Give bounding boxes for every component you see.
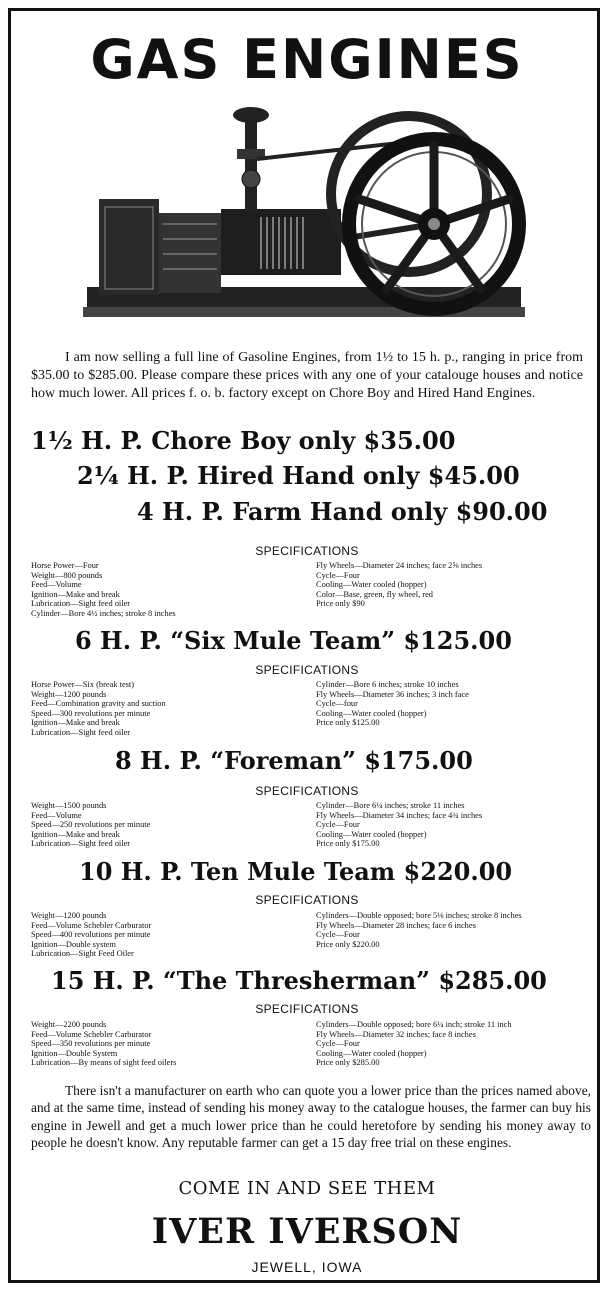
spec-heading: SPECIFICATIONS xyxy=(255,663,359,677)
spec-item: Ignition—Double System xyxy=(31,1048,118,1058)
dealer-location: JEWELL, IOWA xyxy=(251,1259,363,1275)
spec-list-left xyxy=(31,911,151,959)
spec-list-right xyxy=(316,680,469,728)
spec-item: Feed—Volume xyxy=(31,580,82,590)
spec-item: Cooling—Water cooled (hopper) xyxy=(316,829,427,839)
spec-item: Weight—800 pounds xyxy=(31,570,103,580)
spec-item: Cycle—Four xyxy=(316,1039,360,1049)
spec-item: Cylinder—Bore 4½ inches; stroke 8 inches xyxy=(31,608,176,618)
spec-heading: SPECIFICATIONS xyxy=(255,784,359,798)
spec-item: Lubrication—Sight feed oiler xyxy=(31,599,131,609)
spec-item: Speed—250 revolutions per minute xyxy=(31,820,151,830)
spec-item: Cylinders—Double opposed; bore 6¼ inch; stroke 11 inch xyxy=(316,1020,512,1029)
model-heading-thresherman: 15 H. P. “The Thresherman” $285.00 xyxy=(51,966,547,995)
spec-list-right xyxy=(316,911,522,949)
spec-item: Weight—1200 pounds xyxy=(31,689,107,699)
spec-item: Fly Wheels—Diameter 24 inches; face 2⅝ inches xyxy=(316,561,483,570)
spec-item: Price only $125.00 xyxy=(316,718,380,728)
model-heading-six-mule-team: 6 H. P. “Six Mule Team” $125.00 xyxy=(75,626,512,655)
spec-item: Ignition—Make and break xyxy=(31,589,120,599)
model-heading-ten-mule-team: 10 H. P. Ten Mule Team $220.00 xyxy=(79,857,513,886)
spec-item: Feed—Combination gravity and suction xyxy=(31,699,166,709)
spec-heading: SPECIFICATIONS xyxy=(255,893,359,907)
spec-heading: SPECIFICATIONS xyxy=(255,1002,359,1016)
spec-list-right xyxy=(316,801,482,849)
spec-list-left xyxy=(31,561,176,619)
spec-item: Weight—1500 pounds xyxy=(31,801,107,810)
dealer-name: IVER IVERSON xyxy=(151,1211,463,1252)
spec-item: Lubrication—Sight feed oiler xyxy=(31,727,131,737)
spec-item: Color—Base, green, fly wheel, red xyxy=(316,589,433,599)
spec-item: Price only $90 xyxy=(316,599,365,609)
model-heading-foreman: 8 H. P. “Foreman” $175.00 xyxy=(115,746,473,775)
model-heading-hired-hand: 2¼ H. P. Hired Hand only $45.00 xyxy=(77,461,520,490)
call-to-action: COME IN AND SEE THEM xyxy=(178,1178,436,1199)
spec-item: Horse Power—Six (break test) xyxy=(31,680,135,689)
closing-paragraph: There isn't a manufacturer on earth who can quote you a lower price than the prices named above, and at the same time, instead of sending his money away to the catalogue houses, the farmer can buy his engine in Jewell and get a much lower price than he could heretofore by sending his money away to people he doesn't know. Any reputable farmer can get a 15 day free trial on these engines. xyxy=(31,1083,591,1151)
spec-item: Fly Wheels—Diameter 34 inches; face 4¾ inches xyxy=(316,810,483,820)
spec-item: Horse Power—Four xyxy=(31,561,99,570)
spec-item: Feed—Volume Schebler Carburator xyxy=(31,920,152,930)
spec-item: Fly Wheels—Diameter 32 inches; face 8 inches xyxy=(316,1029,476,1039)
spec-item: Lubrication—By means of sight feed oilers xyxy=(31,1058,177,1068)
advertisement xyxy=(8,8,600,1283)
spec-item: Price only $220.00 xyxy=(316,939,380,949)
intro-paragraph: I am now selling a full line of Gasoline Engines, from 1½ to 15 h. p., ranging in price from $35.00 to $285.00. Please compare these prices with any one of your catalouge houses and notice how much lower. All prices f. o. b. factory except on Chore Boy and Hired Hand Engines. xyxy=(31,350,583,401)
spec-item: Cycle—Four xyxy=(316,820,360,830)
spec-list-left xyxy=(31,1020,176,1068)
spec-item: Cooling—Water cooled (hopper) xyxy=(316,708,427,718)
spec-item: Cooling—Water cooled (hopper) xyxy=(316,1048,427,1058)
spec-item: Ignition—Make and break xyxy=(31,718,120,728)
spec-list-right xyxy=(316,561,482,609)
spec-list-left xyxy=(31,680,166,738)
spec-item: Weight—1200 pounds xyxy=(31,911,107,920)
spec-item: Cooling—Water cooled (hopper) xyxy=(316,580,427,590)
spec-list-left xyxy=(31,801,150,849)
spec-item: Cylinder—Bore 6 inches; stroke 10 inches xyxy=(316,680,459,689)
spec-item: Lubrication—Sight feed oiler xyxy=(31,839,131,849)
spec-item: Ignition—Make and break xyxy=(31,829,120,839)
spec-item: Cycle—four xyxy=(316,699,358,709)
model-heading-chore-boy: 1½ H. P. Chore Boy only $35.00 xyxy=(31,426,456,455)
spec-item: Price only $285.00 xyxy=(316,1058,380,1068)
spec-item: Lubrication—Sight Feed Oiler xyxy=(31,949,134,959)
spec-item: Feed—Volume xyxy=(31,810,82,820)
spec-item: Fly Wheels—Diameter 36 inches; 3 inch face xyxy=(316,689,469,699)
spec-item: Cycle—Four xyxy=(316,930,360,940)
spec-item: Speed—300 revolutions per minute xyxy=(31,708,151,718)
gas-engine-illustration xyxy=(79,99,529,331)
spec-item: Cylinders—Double opposed; bore 5⅛ inches; stroke 8 inches xyxy=(316,911,522,920)
spec-list-right xyxy=(316,1020,512,1068)
spec-item: Cycle—Four xyxy=(316,570,360,580)
spec-item: Fly Wheels—Diameter 28 inches; face 6 inches xyxy=(316,920,476,930)
spec-item: Weight—2200 pounds xyxy=(31,1020,107,1029)
model-heading-farm-hand: 4 H. P. Farm Hand only $90.00 xyxy=(137,497,548,526)
spec-item: Ignition—Double system xyxy=(31,939,116,949)
spec-item: Cylinder—Bore 6¼ inches; stroke 11 inches xyxy=(316,801,465,810)
spec-heading: SPECIFICATIONS xyxy=(255,544,359,558)
spec-item: Speed—400 revolutions per minute xyxy=(31,930,151,940)
ad-title: GAS ENGINES xyxy=(90,28,524,91)
spec-item: Speed—350 revolutions per minute xyxy=(31,1039,151,1049)
spec-item: Price only $175.00 xyxy=(316,839,380,849)
spec-item: Feed—Volume Schebler Carburator xyxy=(31,1029,152,1039)
